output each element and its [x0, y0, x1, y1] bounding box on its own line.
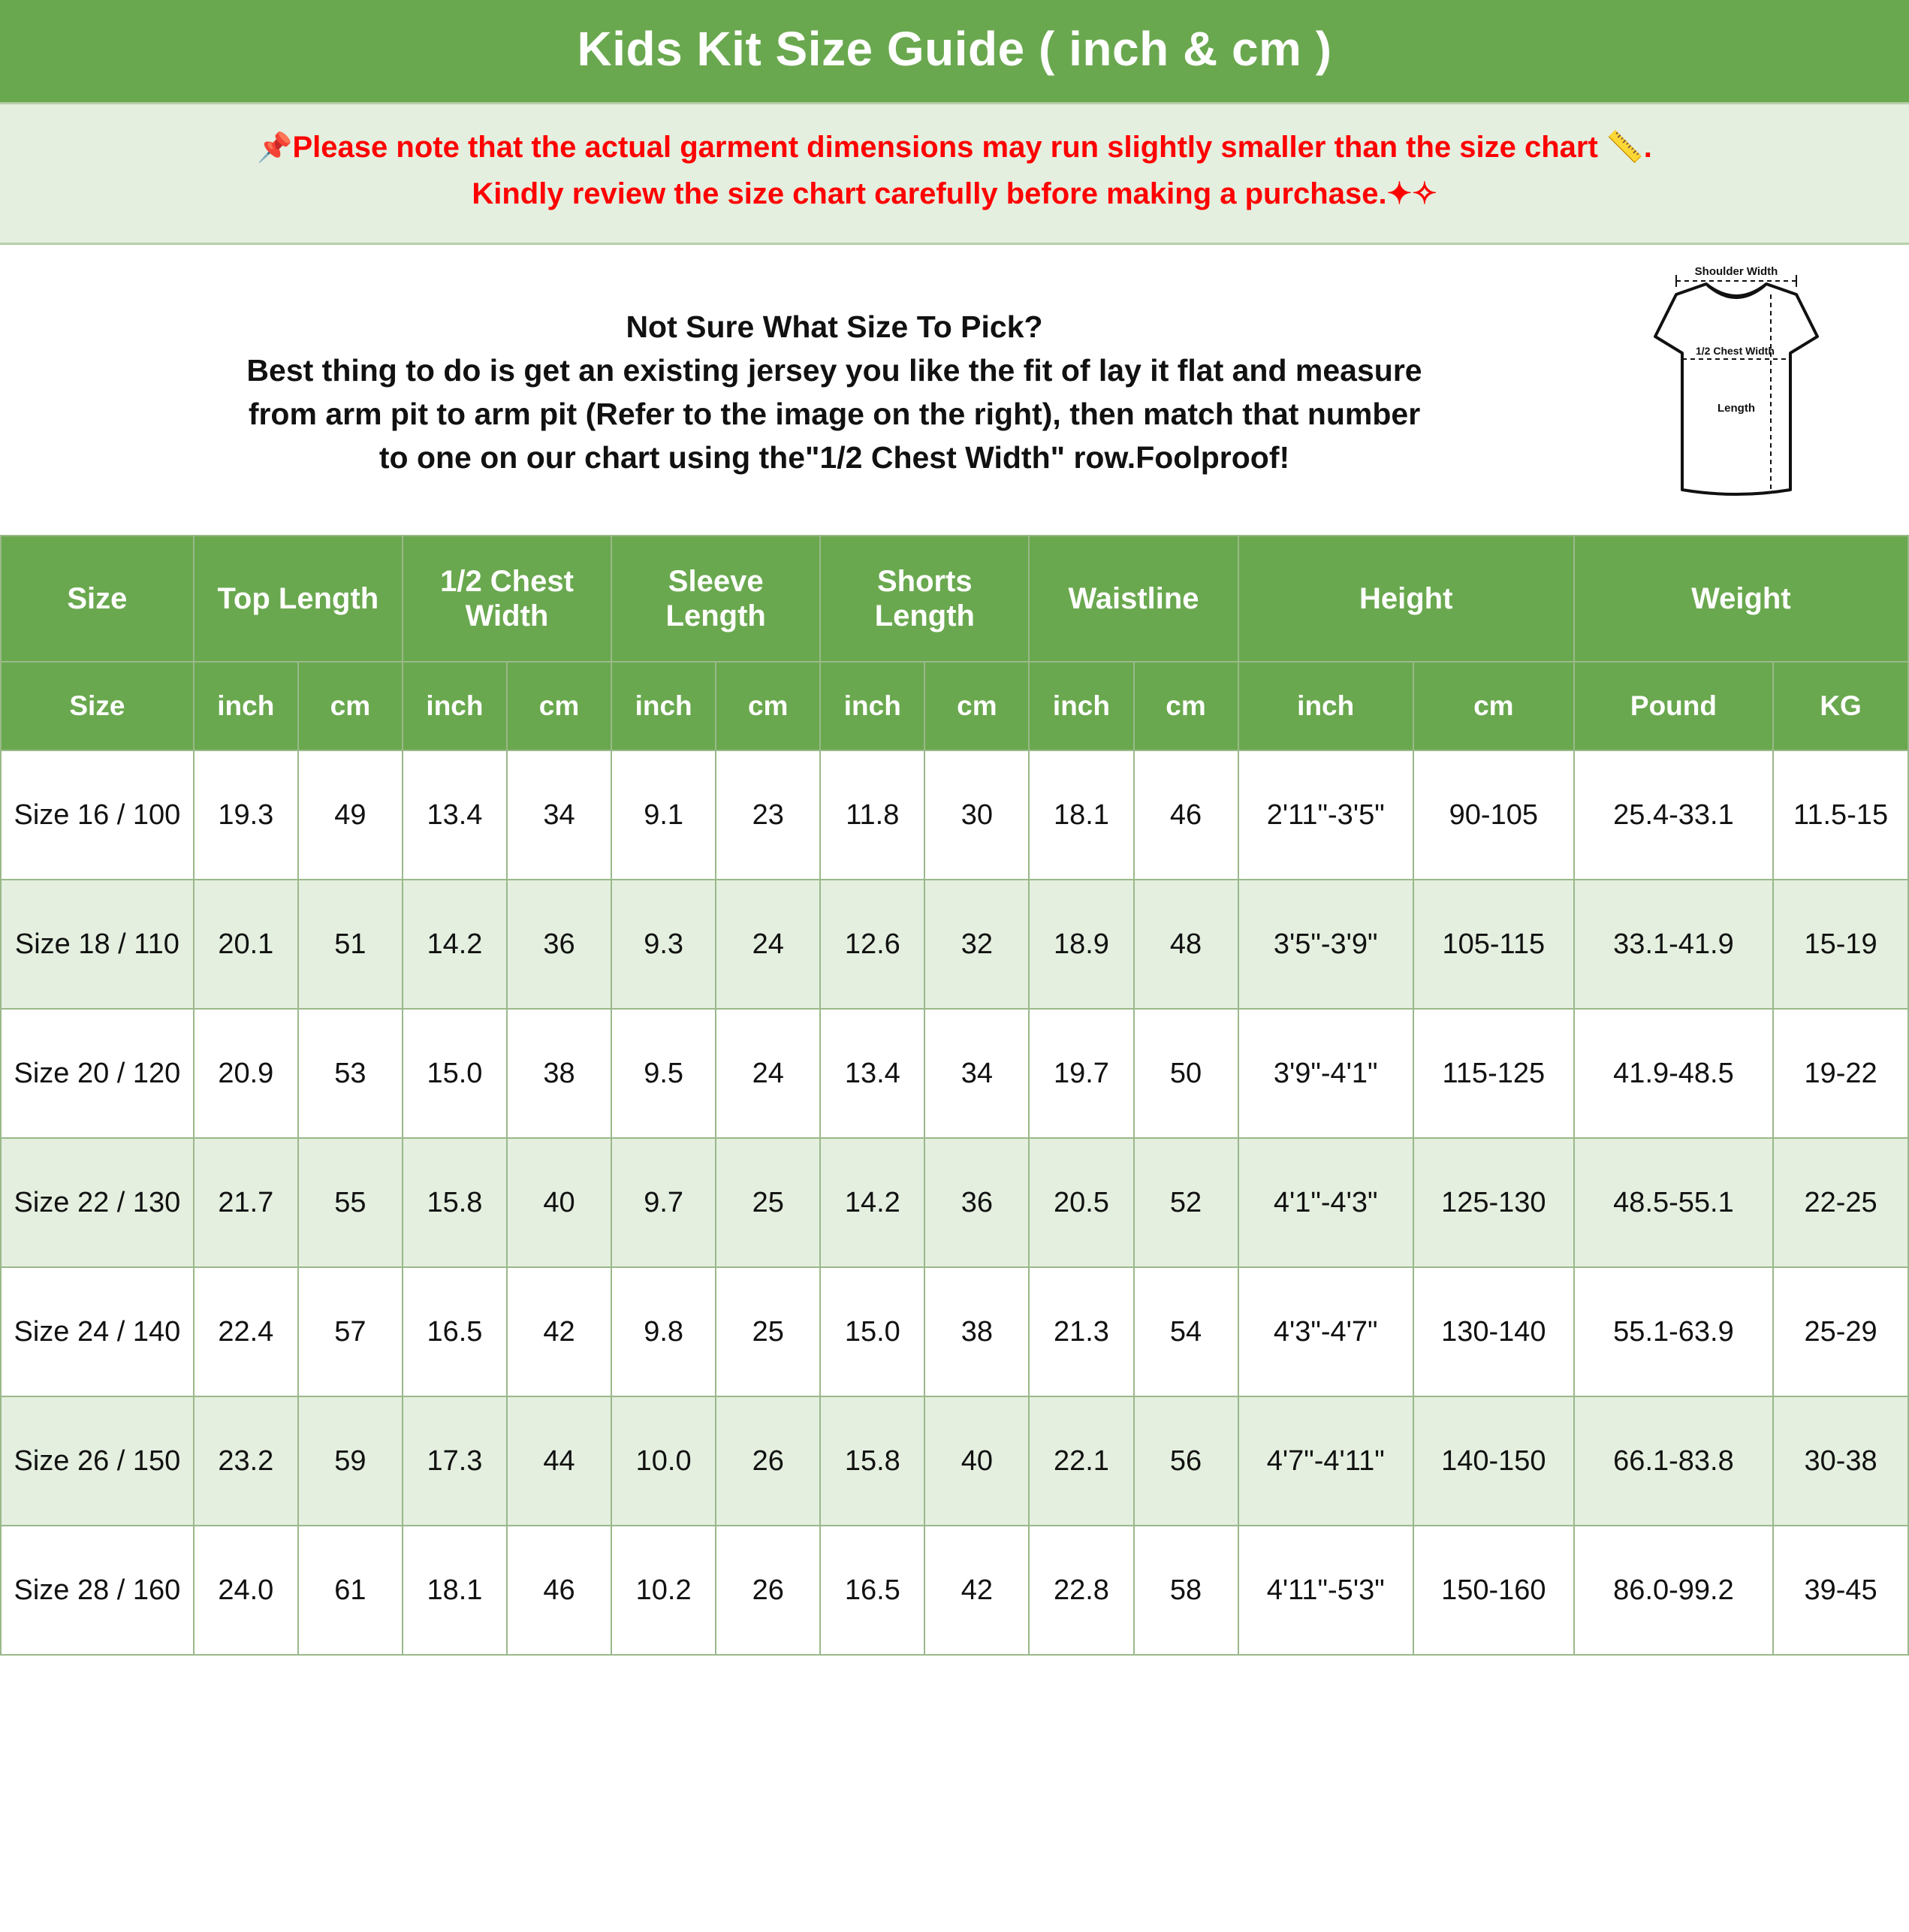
cell-inch-1: 23.2 [194, 1396, 298, 1526]
unit-sleeve-inch: inch [611, 662, 716, 750]
cell-inch-3: 14.2 [403, 880, 507, 1009]
cell-inch-11: 3'5"-3'9" [1238, 880, 1413, 1009]
table-row [1, 1009, 1908, 1138]
cell-cm-6: 26 [716, 1526, 820, 1655]
table-head [1, 536, 1908, 750]
header-shorts-length: Shorts Length [820, 536, 1029, 662]
advice-text [15, 305, 1624, 480]
cell-inch-5: 9.5 [611, 1009, 716, 1138]
cell-cm-12: 90-105 [1413, 750, 1574, 880]
cell-cm-12: 125-130 [1413, 1138, 1574, 1267]
cell-cm-8: 32 [924, 880, 1029, 1009]
cell-size: Size 18 / 110 [1, 880, 194, 1009]
cell-cm-10: 58 [1134, 1526, 1238, 1655]
header-top-length: Top Length [194, 536, 403, 662]
cell-cm-6: 23 [716, 750, 820, 880]
unit-header-row [1, 662, 1908, 750]
cell-cm-4: 34 [507, 750, 611, 880]
cell-inch-7: 13.4 [820, 1009, 924, 1138]
cell-inch-9: 22.1 [1029, 1396, 1133, 1526]
header-half-chest-width: 1/2 Chest Width [403, 536, 611, 662]
cell-cm-2: 61 [298, 1526, 403, 1655]
cell-cm-6: 24 [716, 880, 820, 1009]
table-body [1, 750, 1908, 1655]
unit-chest-cm: cm [507, 662, 611, 750]
cell-inch-1: 19.3 [194, 750, 298, 880]
cell-size: Size 20 / 120 [1, 1009, 194, 1138]
cell-cm-4: 42 [507, 1267, 611, 1396]
advice-line-1: Best thing to do is get an existing jersey you like the fit of lay it flat and measure [246, 352, 1422, 388]
cell-cm-2: 55 [298, 1138, 403, 1267]
cell-KG-14: 15-19 [1773, 880, 1908, 1009]
cell-inch-5: 9.3 [611, 880, 716, 1009]
cell-size: Size 26 / 150 [1, 1396, 194, 1526]
table-row [1, 1138, 1908, 1267]
unit-weight-kg: KG [1773, 662, 1908, 750]
cell-inch-7: 15.8 [820, 1396, 924, 1526]
cell-cm-6: 24 [716, 1009, 820, 1138]
cell-size: Size 28 / 160 [1, 1526, 194, 1655]
cell-inch-7: 14.2 [820, 1138, 924, 1267]
svg-text:1/2 Chest Width: 1/2 Chest Width [1696, 345, 1775, 357]
cell-cm-10: 48 [1134, 880, 1238, 1009]
cell-Pound-13: 86.0-99.2 [1574, 1526, 1773, 1655]
unit-waist-inch: inch [1029, 662, 1133, 750]
cell-cm-12: 150-160 [1413, 1526, 1574, 1655]
unit-size: Size [1, 662, 194, 750]
cell-cm-8: 40 [924, 1396, 1029, 1526]
cell-cm-10: 54 [1134, 1267, 1238, 1396]
ruler-icon: 📏 [1606, 131, 1644, 164]
cell-inch-9: 18.9 [1029, 880, 1133, 1009]
header-height: Height [1238, 536, 1574, 662]
cell-cm-2: 51 [298, 880, 403, 1009]
cell-cm-10: 52 [1134, 1138, 1238, 1267]
cell-cm-2: 53 [298, 1009, 403, 1138]
tshirt-measurement-diagram [1624, 264, 1894, 520]
unit-height-inch: inch [1238, 662, 1413, 750]
cell-cm-4: 36 [507, 880, 611, 1009]
cell-cm-4: 40 [507, 1138, 611, 1267]
cell-inch-3: 15.0 [403, 1009, 507, 1138]
unit-sleeve-cm: cm [716, 662, 820, 750]
advice-heading: Not Sure What Size To Pick? [626, 309, 1043, 344]
cell-KG-14: 19-22 [1773, 1009, 1908, 1138]
cell-inch-5: 9.7 [611, 1138, 716, 1267]
cell-inch-3: 16.5 [403, 1267, 507, 1396]
cell-inch-11: 4'11"-5'3" [1238, 1526, 1413, 1655]
cell-Pound-13: 48.5-55.1 [1574, 1138, 1773, 1267]
cell-inch-9: 20.5 [1029, 1138, 1133, 1267]
cell-inch-3: 13.4 [403, 750, 507, 880]
cell-inch-11: 3'9"-4'1" [1238, 1009, 1413, 1138]
cell-inch-9: 18.1 [1029, 750, 1133, 880]
cell-inch-1: 24.0 [194, 1526, 298, 1655]
cell-inch-5: 10.0 [611, 1396, 716, 1526]
cell-KG-14: 39-45 [1773, 1526, 1908, 1655]
cell-Pound-13: 66.1-83.8 [1574, 1396, 1773, 1526]
cell-inch-5: 10.2 [611, 1526, 716, 1655]
cell-cm-6: 26 [716, 1396, 820, 1526]
cell-inch-3: 17.3 [403, 1396, 507, 1526]
svg-text:Length: Length [1717, 402, 1755, 415]
cell-size: Size 16 / 100 [1, 750, 194, 880]
header-sleeve-length: Sleeve Length [611, 536, 820, 662]
page-title: Kids Kit Size Guide ( inch & cm ) [0, 0, 1909, 102]
cell-cm-8: 36 [924, 1138, 1029, 1267]
cell-cm-10: 46 [1134, 750, 1238, 880]
note-text-1-end: . [1643, 131, 1652, 164]
cell-inch-1: 22.4 [194, 1267, 298, 1396]
cell-inch-9: 21.3 [1029, 1267, 1133, 1396]
tshirt-icon [1624, 264, 1849, 520]
cell-inch-11: 4'7"-4'11" [1238, 1396, 1413, 1526]
cell-Pound-13: 41.9-48.5 [1574, 1009, 1773, 1138]
table-row [1, 1267, 1908, 1396]
cell-cm-2: 57 [298, 1267, 403, 1396]
cell-cm-10: 50 [1134, 1009, 1238, 1138]
unit-weight-pound: Pound [1574, 662, 1773, 750]
note-line-1 [23, 124, 1886, 171]
cell-inch-7: 16.5 [820, 1526, 924, 1655]
cell-inch-9: 19.7 [1029, 1009, 1133, 1138]
cell-inch-11: 2'11"-3'5" [1238, 750, 1413, 880]
cell-cm-8: 34 [924, 1009, 1029, 1138]
cell-cm-8: 42 [924, 1526, 1029, 1655]
cell-inch-11: 4'3"-4'7" [1238, 1267, 1413, 1396]
svg-text:Shoulder Width: Shoulder Width [1694, 265, 1778, 278]
cell-cm-8: 38 [924, 1267, 1029, 1396]
cell-KG-14: 22-25 [1773, 1138, 1908, 1267]
unit-height-cm: cm [1413, 662, 1574, 750]
cell-inch-7: 12.6 [820, 880, 924, 1009]
sparkle-icon: ✦✧ [1386, 177, 1437, 210]
note-text-1: Please note that the actual garment dimensions may run slightly smaller than the size chart [292, 131, 1598, 164]
unit-chest-inch: inch [403, 662, 507, 750]
cell-inch-5: 9.1 [611, 750, 716, 880]
table-row [1, 750, 1908, 880]
note-line-2 [23, 171, 1886, 217]
cell-inch-7: 11.8 [820, 750, 924, 880]
cell-size: Size 22 / 130 [1, 1138, 194, 1267]
cell-cm-6: 25 [716, 1138, 820, 1267]
unit-shorts-cm: cm [924, 662, 1029, 750]
cell-inch-1: 20.9 [194, 1009, 298, 1138]
unit-shorts-inch: inch [820, 662, 924, 750]
cell-KG-14: 25-29 [1773, 1267, 1908, 1396]
table-row [1, 880, 1908, 1009]
cell-Pound-13: 55.1-63.9 [1574, 1267, 1773, 1396]
unit-top-length-inch: inch [194, 662, 298, 750]
pushpin-icon: 📌 [257, 132, 293, 164]
cell-inch-7: 15.0 [820, 1267, 924, 1396]
cell-cm-10: 56 [1134, 1396, 1238, 1526]
cell-inch-1: 21.7 [194, 1138, 298, 1267]
cell-KG-14: 30-38 [1773, 1396, 1908, 1526]
cell-cm-4: 38 [507, 1009, 611, 1138]
size-table-container [0, 535, 1909, 1932]
advice-line-2: from arm pit to arm pit (Refer to the image on the right), then match that number [248, 397, 1421, 431]
cell-inch-11: 4'1"-4'3" [1238, 1138, 1413, 1267]
cell-Pound-13: 25.4-33.1 [1574, 750, 1773, 880]
cell-cm-12: 105-115 [1413, 880, 1574, 1009]
unit-top-length-cm: cm [298, 662, 403, 750]
cell-cm-12: 130-140 [1413, 1267, 1574, 1396]
size-table [0, 535, 1909, 1656]
table-row [1, 1396, 1908, 1526]
cell-inch-3: 15.8 [403, 1138, 507, 1267]
warning-note [0, 102, 1909, 245]
table-row [1, 1526, 1908, 1655]
cell-cm-12: 140-150 [1413, 1396, 1574, 1526]
unit-waist-cm: cm [1134, 662, 1238, 750]
cell-Pound-13: 33.1-41.9 [1574, 880, 1773, 1009]
cell-inch-5: 9.8 [611, 1267, 716, 1396]
header-weight: Weight [1574, 536, 1908, 662]
advice-line-3: to one on our chart using the"1/2 Chest Width" row.Foolproof! [378, 440, 1290, 475]
cell-inch-1: 20.1 [194, 880, 298, 1009]
cell-cm-6: 25 [716, 1267, 820, 1396]
cell-size: Size 24 / 140 [1, 1267, 194, 1396]
cell-inch-9: 22.8 [1029, 1526, 1133, 1655]
cell-cm-2: 59 [298, 1396, 403, 1526]
cell-cm-4: 46 [507, 1526, 611, 1655]
cell-cm-4: 44 [507, 1396, 611, 1526]
cell-cm-8: 30 [924, 750, 1029, 880]
cell-cm-2: 49 [298, 750, 403, 880]
group-header-row [1, 536, 1908, 662]
note-text-2: Kindly review the size chart carefully before making a purchase. [472, 177, 1387, 210]
header-waistline: Waistline [1029, 536, 1238, 662]
cell-inch-3: 18.1 [403, 1526, 507, 1655]
cell-KG-14: 11.5-15 [1773, 750, 1908, 880]
header-size: Size [1, 536, 194, 662]
cell-cm-12: 115-125 [1413, 1009, 1574, 1138]
advice-block [0, 245, 1909, 535]
